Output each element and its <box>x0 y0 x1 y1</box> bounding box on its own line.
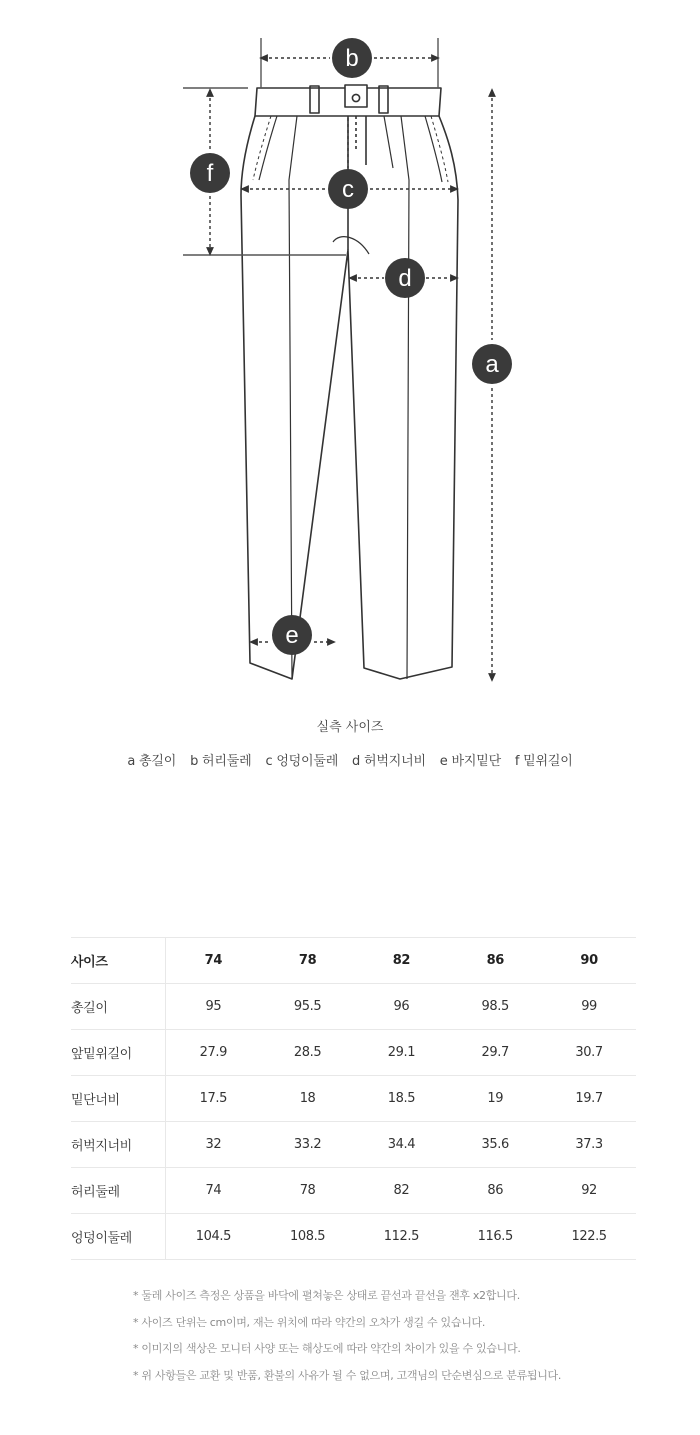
svg-text:a: a <box>485 351 499 378</box>
table-cell: 34.4 <box>354 1122 448 1168</box>
table-cell: 104.5 <box>166 1214 261 1260</box>
marker-c <box>328 169 368 209</box>
table-cell: 28.5 <box>261 1030 355 1076</box>
header-cell: 82 <box>354 938 448 984</box>
table-cell: 18 <box>261 1076 355 1122</box>
table-row <box>71 1030 636 1076</box>
svg-text:e: e <box>285 622 299 649</box>
table-cell: 29.1 <box>354 1030 448 1076</box>
note-item: * 둘레 사이즈 측정은 상품을 바닥에 펼쳐놓은 상태로 끝선과 끝선을 잰후 x2합니다. <box>133 1289 520 1302</box>
table-cell: 29.7 <box>448 1030 542 1076</box>
table-cell: 32 <box>166 1122 261 1168</box>
row-label: 허벅지너비 <box>71 1122 166 1168</box>
svg-text:c: c <box>342 176 354 203</box>
header-cell: 90 <box>542 938 636 984</box>
row-label: 앞밑위길이 <box>71 1030 166 1076</box>
size-table <box>71 937 636 1260</box>
table-cell: 95.5 <box>261 984 355 1030</box>
measurement-legend <box>0 750 700 769</box>
table-row <box>71 1122 636 1168</box>
table-cell: 98.5 <box>448 984 542 1030</box>
header-cell: 86 <box>448 938 542 984</box>
legend-item-e: e 바지밑단 <box>439 754 501 769</box>
legend-item-a: a 총길이 <box>127 754 177 769</box>
table-cell: 74 <box>166 1168 261 1214</box>
table-cell: 18.5 <box>354 1076 448 1122</box>
table-cell: 35.6 <box>448 1122 542 1168</box>
table-row <box>71 1168 636 1214</box>
legend-item-c: c 엉덩이둘레 <box>265 754 339 769</box>
legend-item-d: d 허벅지너비 <box>352 754 426 769</box>
notes-list <box>133 1287 561 1393</box>
table-cell: 17.5 <box>166 1076 261 1122</box>
marker-d <box>385 258 425 298</box>
svg-text:b: b <box>345 45 359 72</box>
table-cell: 116.5 <box>448 1214 542 1260</box>
table-cell: 122.5 <box>542 1214 636 1260</box>
row-label: 엉덩이둘레 <box>71 1214 166 1260</box>
table-cell: 19.7 <box>542 1076 636 1122</box>
marker-b <box>332 38 372 78</box>
legend-item-f: f 밑위길이 <box>514 754 573 769</box>
table-cell: 82 <box>354 1168 448 1214</box>
table-header-row <box>71 938 636 984</box>
row-label: 밑단너비 <box>71 1076 166 1122</box>
table-cell: 95 <box>166 984 261 1030</box>
table-cell: 112.5 <box>354 1214 448 1260</box>
marker-a <box>472 344 512 384</box>
legend-item-b: b 허리둘레 <box>190 754 252 769</box>
note-item: * 위 사항들은 교환 및 반품, 환불의 사유가 될 수 없으며, 고객님의 단순변심으로 분류됩니다. <box>133 1368 562 1382</box>
table-row <box>71 1076 636 1122</box>
header-cell: 78 <box>261 938 355 984</box>
table-cell: 99 <box>542 984 636 1030</box>
table-row <box>71 1214 636 1260</box>
marker-e <box>272 615 312 655</box>
table-cell: 27.9 <box>166 1030 261 1076</box>
note-item: * 이미지의 색상은 모니터 사양 또는 해상도에 따라 약간의 차이가 있을 수 있습니다. <box>133 1342 521 1355</box>
table-cell: 92 <box>542 1168 636 1214</box>
svg-text:f: f <box>206 160 214 187</box>
table-cell: 96 <box>354 984 448 1030</box>
table-cell: 33.2 <box>261 1122 355 1168</box>
table-cell: 37.3 <box>542 1122 636 1168</box>
svg-text:d: d <box>398 265 412 292</box>
table-cell: 78 <box>261 1168 355 1214</box>
table-cell: 86 <box>448 1168 542 1214</box>
header-size-label: 사이즈 <box>71 938 166 984</box>
row-label: 총길이 <box>71 984 166 1030</box>
pants-measurement-diagram <box>0 0 700 700</box>
marker-f <box>190 153 230 193</box>
table-cell: 19 <box>448 1076 542 1122</box>
table-cell: 108.5 <box>261 1214 355 1260</box>
row-label: 허리둘레 <box>71 1168 166 1214</box>
table-row <box>71 984 636 1030</box>
note-item: * 사이즈 단위는 cm이며, 재는 위치에 따라 약간의 오차가 생길 수 있습니다. <box>133 1315 486 1329</box>
section-title: 실측 사이즈 <box>316 720 384 735</box>
table-cell: 30.7 <box>542 1030 636 1076</box>
header-cell: 74 <box>166 938 261 984</box>
